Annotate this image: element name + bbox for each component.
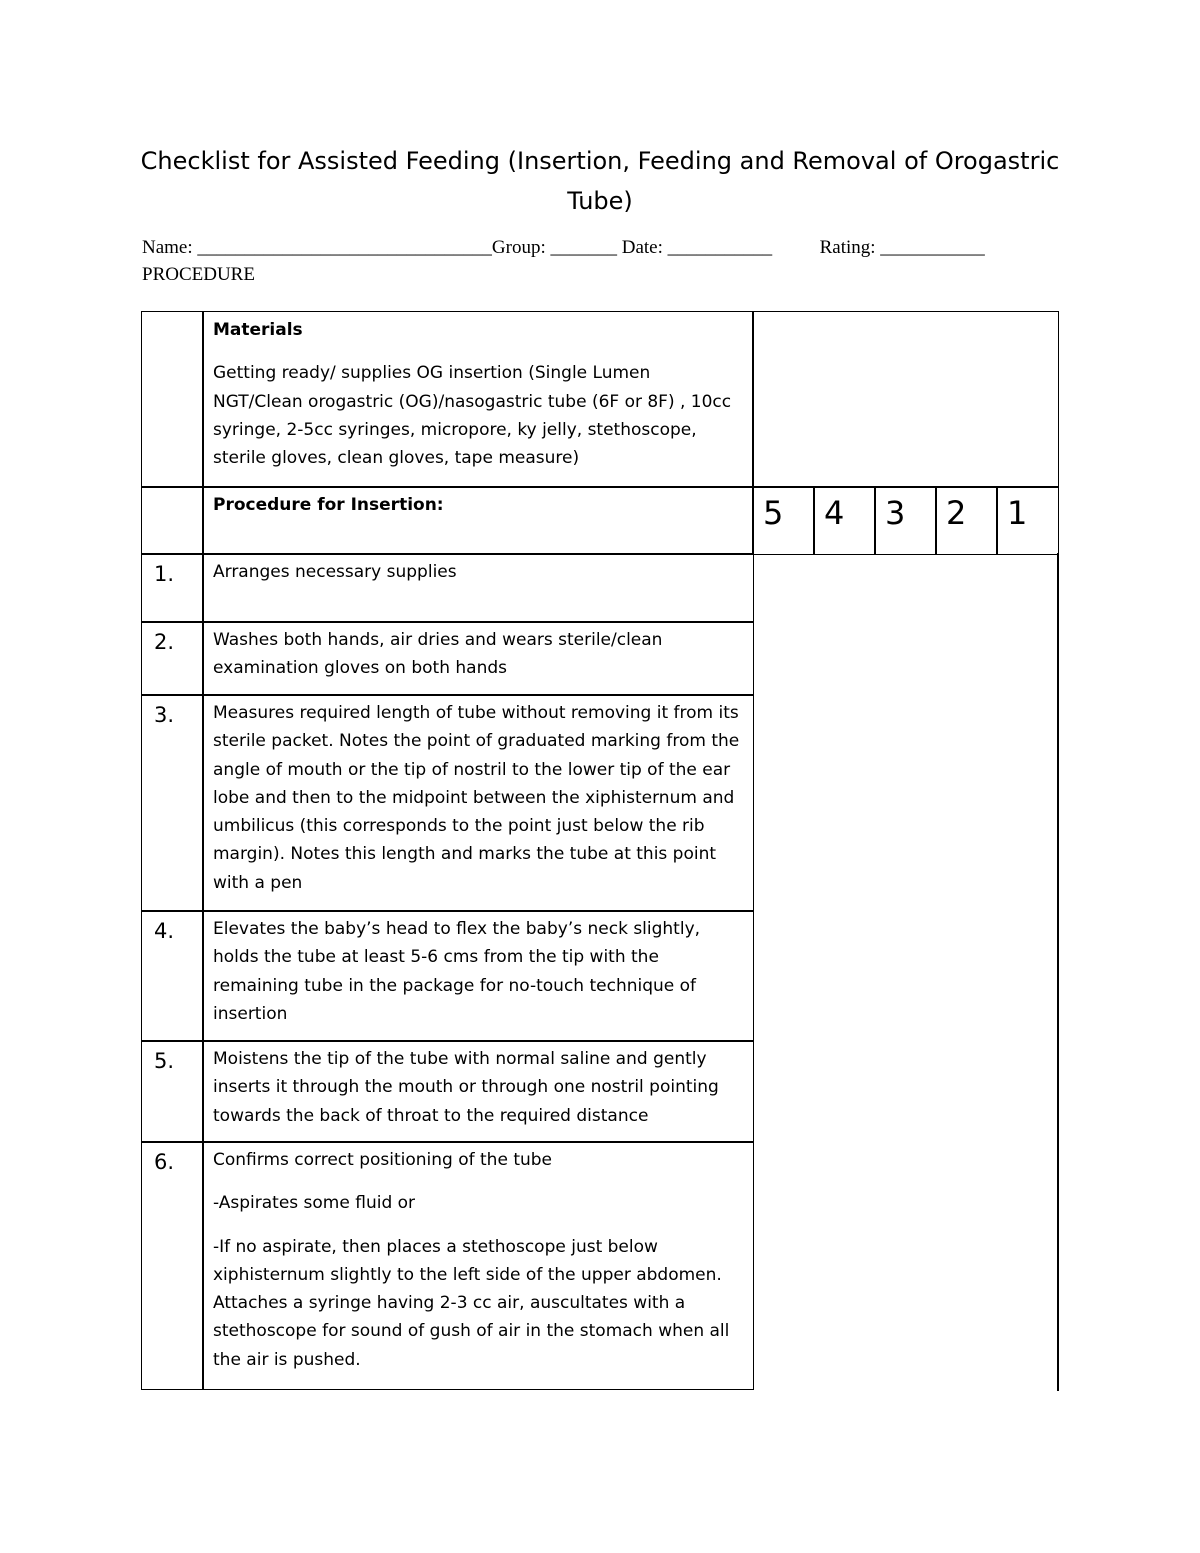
step-text: Moistens the tip of the tube with normal saline and gently inserts it through the mouth or through one nostril pointing towards the back of throat to the required distance [213,1049,719,1126]
step-description [202,910,754,1042]
step-text: -If no aspirate, then places a stethoscope just below xiphisternum slightly to the left side of the upper abdomen. Attaches a syringe having 2-3 cc air, auscultates with a stethoscope for sound of gush of air in the stomach when all the air is pushed. [213,1236,730,1370]
materials-score-cell [752,311,1059,488]
score-header-3: 3 [874,486,937,555]
step-text: Measures required length of tube without removing it from its sterile packet. Notes the point of graduated marking from the angle of mouth or the tip of nostril to the lower tip of the ear lobe and then to the midpoint between the xiphisternum and umbilicus (this corresponds to the point just below the rib margin). Notes this length and marks the tube at this point with a pen [213,703,740,893]
insertion-heading-cell [202,486,754,555]
score-column-border [1057,553,1059,1391]
materials-cell [202,311,754,488]
score-header-2: 2 [935,486,998,555]
document-title: Checklist for Assisted Feeding (Insertion, Feeding and Removal of Orogastric Tube) [140,147,1060,215]
materials-num-cell [141,311,204,488]
score-header-5: 5 [752,486,815,555]
insertion-heading: Procedure for Insertion: [213,495,444,515]
step-text: Elevates the baby’s head to flex the baby’s neck slightly, holds the tube at least 5-6 cms from the tip with the remaining tube in the package for no-touch technique of insertion [213,919,701,1024]
step-description [202,553,754,623]
step-number: 6. [141,1141,204,1390]
procedure-label: PROCEDURE [142,264,255,285]
step-description [202,1141,754,1390]
step-number: 3. [141,694,204,912]
step-text: -Aspirates some fluid or [213,1193,416,1214]
student-info-line: Name: _______________________________Group: _______ Date: ___________ Rating: ___________ [142,237,985,258]
step-number: 2. [141,621,204,696]
materials-heading: Materials [213,320,303,340]
step-description [202,1040,754,1143]
score-header-1: 1 [996,486,1059,555]
score-header-4: 4 [813,486,876,555]
step-number: 5. [141,1040,204,1143]
materials-text: Getting ready/ supplies OG insertion (Single Lumen NGT/Clean orogastric (OG)/nasogastric tube (6F or 8F) , 10cc syringe, 2-5cc syringes, micropore, ky jelly, stethoscope, sterile gloves, clean gloves, tape measure) [213,363,732,469]
step-description [202,694,754,912]
step-text: Washes both hands, air dries and wears sterile/clean examination gloves on both hands [213,630,663,679]
step-text: Confirms correct positioning of the tube [213,1150,553,1170]
step-number: 4. [141,910,204,1042]
step-number: 1. [141,553,204,623]
step-description [202,621,754,696]
insertion-num-cell [141,486,204,555]
step-text: Arranges necessary supplies [213,562,457,582]
